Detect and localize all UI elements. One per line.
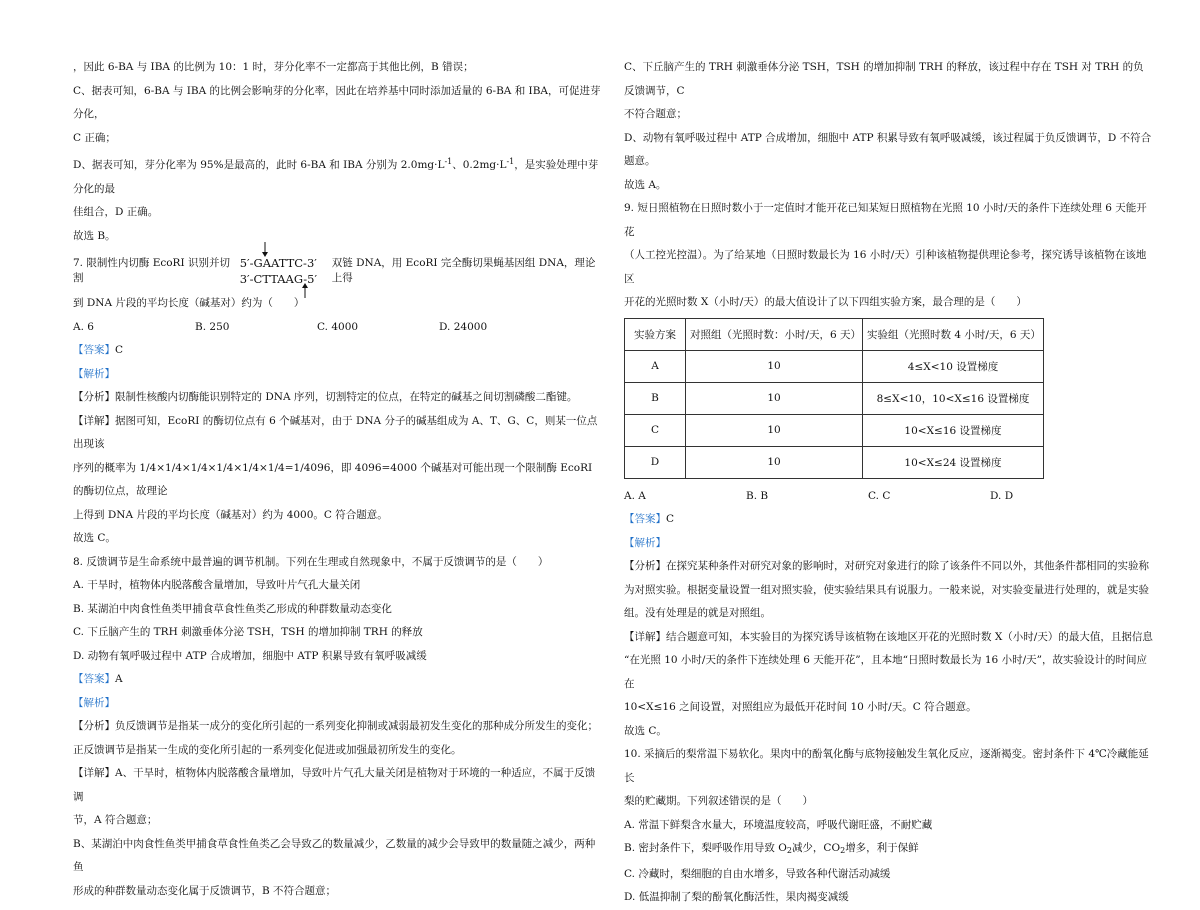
answer-tag: 【答案】 bbox=[73, 344, 115, 356]
option-a: A. 常温下鲜梨含水量大，环境温度较高，呼吸代谢旺盛，不耐贮藏 bbox=[624, 818, 933, 831]
text-fragment: 7. 限制性内切酶 EcoRI 识别并切割 bbox=[73, 257, 230, 284]
text-line: 节，A 符合题意； bbox=[73, 814, 158, 826]
text-line: 组。没有处理是的就是对照组。 bbox=[624, 607, 771, 619]
text-line: 梨的贮藏期。下列叙述错误的是（ ） bbox=[624, 795, 813, 807]
answer-line bbox=[624, 508, 1154, 532]
analysis-tag: 【解析】 bbox=[73, 367, 115, 380]
text-line: C、据表可知，6-BA 与 IBA 的比例会影响芽的分化率，因此在培养基中同时添加适量的 6-BA 和 IBA，可促进芽分化， bbox=[73, 84, 601, 120]
fenxi-tag: 【分析】 bbox=[624, 560, 666, 572]
cut-site-arrows-icon bbox=[236, 242, 334, 298]
text-fragment: 双链 DNA，用 EcoRI 完全酶切果蝇基因组 DNA，理论上得 bbox=[331, 257, 596, 284]
text-line bbox=[73, 715, 605, 739]
text-line: D、动物有氧呼吸过程中 ATP 合成增加，细胞中 ATP 积累导致有氧呼吸减缓，该过程属于负反馈调节，D 不符合题意。 bbox=[624, 131, 1152, 167]
text-line: 故选 C。 bbox=[624, 724, 667, 737]
text-line: 9. 短日照植物在日照时数小于一定值时才能开花已知某短日照植物在光照 10 小时/天的条件下连续处理 6 天能开花 bbox=[624, 202, 1147, 238]
text-line: 故选 A。 bbox=[624, 178, 667, 191]
text-fragment: 负反馈调节是指某一成分的变化所引起的一系列变化抑制或减弱最初发生变化的那种成分所发生的变化； bbox=[115, 720, 598, 732]
table-row bbox=[625, 350, 1044, 382]
table-cell: 10 bbox=[686, 414, 863, 446]
answer-value: A bbox=[115, 673, 123, 685]
text-fragment: D、据表可知，芽分化率为 95%是最高的，此时 6-BA 和 IBA 分别为 2.0mg·L bbox=[73, 159, 445, 171]
superscript: -1 bbox=[444, 157, 453, 166]
option-d: D. 动物有氧呼吸过程中 ATP 合成增加，细胞中 ATP 积累导致有氧呼吸减缓 bbox=[73, 649, 427, 662]
answer-value: C bbox=[666, 513, 675, 525]
question-7-options bbox=[73, 316, 605, 340]
text-line: ，因此 6-BA 与 IBA 的比例为 10：1 时，芽分化率不一定都高于其他比例，B 错误； bbox=[73, 61, 474, 73]
fenxi-tag: 【分析】 bbox=[73, 391, 115, 403]
dna-top-strand: 5′-GAATTC-3′ bbox=[239, 256, 317, 270]
text-line: 正反馈调节是指某一生成的变化所引起的一系列变化促进或加强最初所发生的变化。 bbox=[73, 743, 462, 756]
text-fragment: 结合题意可知，本实验目的为探究诱导该植物在该地区开花的光照时数 X（小时/天）的最大值，且据信息 bbox=[666, 630, 1153, 643]
answer-tag: 【答案】 bbox=[73, 673, 115, 685]
table-cell: D bbox=[625, 446, 686, 478]
question-9-options bbox=[624, 485, 1154, 509]
table-header: 实验组（光照时数 4 小时/天，6 天） bbox=[863, 318, 1044, 350]
table-cell: 10<X≤24 设置梯度 bbox=[863, 446, 1044, 478]
text-line: 到 DNA 片段的平均长度（碱基对）约为（ ） bbox=[73, 297, 305, 309]
fenxi-tag: 【分析】 bbox=[73, 720, 115, 732]
table-cell: 8≤X<10，10<X≤16 设置梯度 bbox=[863, 382, 1044, 414]
text-line: C 正确； bbox=[73, 131, 116, 144]
option-a: A. 干旱时，植物体内脱落酸含量增加，导致叶片气孔大量关闭 bbox=[73, 579, 361, 591]
text-line: 开花的光照时数 X（小时/天）的最大值设计了以下四组实验方案，最合理的是（ ） bbox=[624, 296, 1027, 308]
text-line: 10. 采摘后的梨常温下易软化。果肉中的酚氧化酶与底物接触发生氧化反应，逐渐褐变。密封条件下 4℃冷藏能延长 bbox=[624, 748, 1149, 784]
option-a: A. A bbox=[624, 489, 646, 502]
text-line: 上得到 DNA 片段的平均长度（碱基对）约为 4000。C 符合题意。 bbox=[73, 508, 388, 521]
xiangjie-tag: 【详解】 bbox=[73, 414, 115, 427]
option-c: C. 4000 bbox=[317, 320, 359, 333]
table-cell: 10 bbox=[686, 382, 863, 414]
option-a: A. 6 bbox=[73, 320, 94, 333]
table-cell: 10<X≤16 设置梯度 bbox=[863, 414, 1044, 446]
analysis-tag: 【解析】 bbox=[624, 536, 666, 549]
superscript: -1 bbox=[506, 157, 515, 166]
text-line: 故选 C。 bbox=[73, 532, 116, 544]
text-fragment: ，是实验处理中芽分化的最 bbox=[73, 159, 599, 195]
table-cell: A bbox=[625, 350, 686, 382]
text-line bbox=[73, 386, 605, 410]
text-line bbox=[73, 410, 605, 457]
table-row bbox=[625, 382, 1044, 414]
option-b bbox=[624, 837, 1154, 863]
right-column bbox=[624, 56, 1154, 910]
table-header-row bbox=[625, 318, 1044, 350]
text-fragment: 据图可知，EcoRI 的酶切位点有 6 个碱基对，由于 DNA 分子的碱基组成为 A、T、G、C，则某一位点出现该 bbox=[73, 414, 598, 450]
xiangjie-tag: 【详解】 bbox=[73, 767, 115, 779]
option-c: C. 下丘脑产生的 TRH 刺激垂体分泌 TSH，TSH 的增加抑制 TRH 的释放 bbox=[73, 626, 423, 638]
text-fragment: A、干旱时，植物体内脱落酸含量增加，导致叶片气孔大量关闭是植物对于环境的一种适应，不属于反馈调 bbox=[73, 767, 596, 803]
text-line: 10<X≤16 之间设置，对照组应为最低开花时间 10 小时/天。C 符合题意。 bbox=[624, 701, 977, 713]
question-7-stem bbox=[73, 248, 605, 292]
text-line bbox=[624, 555, 1154, 579]
table-row bbox=[625, 414, 1044, 446]
option-c: C. C bbox=[868, 489, 891, 502]
answer-line bbox=[73, 668, 605, 692]
text-line: 8. 反馈调节是生命系统中最普遍的调节机制。下列在生理或自然现象中，不属于反馈调节的是（ ） bbox=[73, 555, 549, 568]
subscript: 2 bbox=[786, 846, 792, 855]
table-cell: 4≤X<10 设置梯度 bbox=[863, 350, 1044, 382]
table-header: 对照组（光照时数：小时/天，6 天） bbox=[686, 318, 863, 350]
text-line: 佳组合，D 正确。 bbox=[73, 206, 159, 218]
table-cell: 10 bbox=[686, 446, 863, 478]
option-b: B. 某湖泊中肉食性鱼类甲捕食草食性鱼类乙形成的种群数量动态变化 bbox=[73, 602, 392, 615]
text-line: B、某湖泊中肉食性鱼类甲捕食草食性鱼类乙会导致乙的数量减少，乙数量的减少会导致甲的数量随之减少，两种鱼 bbox=[73, 837, 596, 873]
text-line bbox=[73, 150, 605, 201]
text-line: 形成的种群数量动态变化属于反馈调节，B 不符合题意； bbox=[73, 884, 337, 897]
left-column bbox=[73, 56, 605, 903]
subscript: 2 bbox=[840, 846, 846, 855]
dna-bottom-strand: 3′-CTTAAG-5′ bbox=[239, 272, 318, 286]
table-cell: 10 bbox=[686, 350, 863, 382]
text-fragment: 减少，CO bbox=[791, 842, 841, 854]
table-row bbox=[625, 446, 1044, 478]
experiment-table bbox=[624, 318, 1044, 479]
analysis-tag: 【解析】 bbox=[73, 696, 115, 709]
text-fragment: 限制性核酸内切酶能识别特定的 DNA 序列，切割特定的位点，在特定的碱基之间切割磷酸二酯键。 bbox=[115, 391, 578, 403]
text-line: 故选 B。 bbox=[73, 229, 116, 242]
table-cell: B bbox=[625, 382, 686, 414]
text-line: C、下丘脑产生的 TRH 刺激垂体分泌 TSH，TSH 的增加抑制 TRH 的释放，该过程中存在 TSH 对 TRH 的负反馈调节，C bbox=[624, 61, 1144, 97]
text-line bbox=[73, 762, 605, 809]
text-line: 不符合题意； bbox=[624, 108, 687, 120]
dna-sequence-figure bbox=[236, 248, 330, 292]
text-fragment: 、0.2mg·L bbox=[452, 159, 507, 171]
option-d: D. 24000 bbox=[439, 320, 488, 333]
answer-tag: 【答案】 bbox=[624, 513, 666, 525]
text-line bbox=[624, 626, 1154, 650]
text-fragment: B. 密封条件下，梨呼吸作用导致 O bbox=[624, 842, 787, 854]
table-cell: C bbox=[625, 414, 686, 446]
option-b: B. B bbox=[746, 489, 769, 502]
text-line: （人工控光控温）。为了给某地（日照时数最长为 16 小时/天）引种该植物提供理论参考，探究诱导该植物在该地区 bbox=[624, 249, 1147, 285]
text-fragment: 在探究某种条件对研究对象的影响时，对研究对象进行的除了该条件不同以外，其他条件都相同的实验称 bbox=[666, 560, 1149, 572]
text-fragment: 增多，利于保鲜 bbox=[845, 842, 919, 854]
xiangjie-tag: 【详解】 bbox=[624, 630, 666, 643]
answer-value: C bbox=[115, 344, 124, 356]
option-d: D. D bbox=[990, 489, 1014, 502]
table-header: 实验方案 bbox=[625, 318, 686, 350]
text-line: 序列的概率为 1/4×1/4×1/4×1/4×1/4×1/4=1/4096，即 4096=4000 个碱基对可能出现一个限制酶 EcoRI 的酶切位点，故理论 bbox=[73, 461, 593, 497]
text-line: 为对照实验。根据变量设置一组对照实验，使实验结果具有说服力。一般来说，对实验变量进行处理的，就是实验 bbox=[624, 583, 1149, 596]
text-line: “在光照 10 小时/天的条件下连续处理 6 天能开花”，且本地“日照时数最长为 16 小时/天”，故实验设计的时间应在 bbox=[624, 654, 1147, 690]
answer-line bbox=[73, 339, 605, 363]
option-d: D. 低温抑制了梨的酚氧化酶活性，果肉褐变减缓 bbox=[624, 891, 849, 903]
option-c: C. 冷藏时，梨细胞的自由水增多，导致各种代谢活动减缓 bbox=[624, 867, 891, 880]
option-b: B. 250 bbox=[195, 320, 230, 333]
